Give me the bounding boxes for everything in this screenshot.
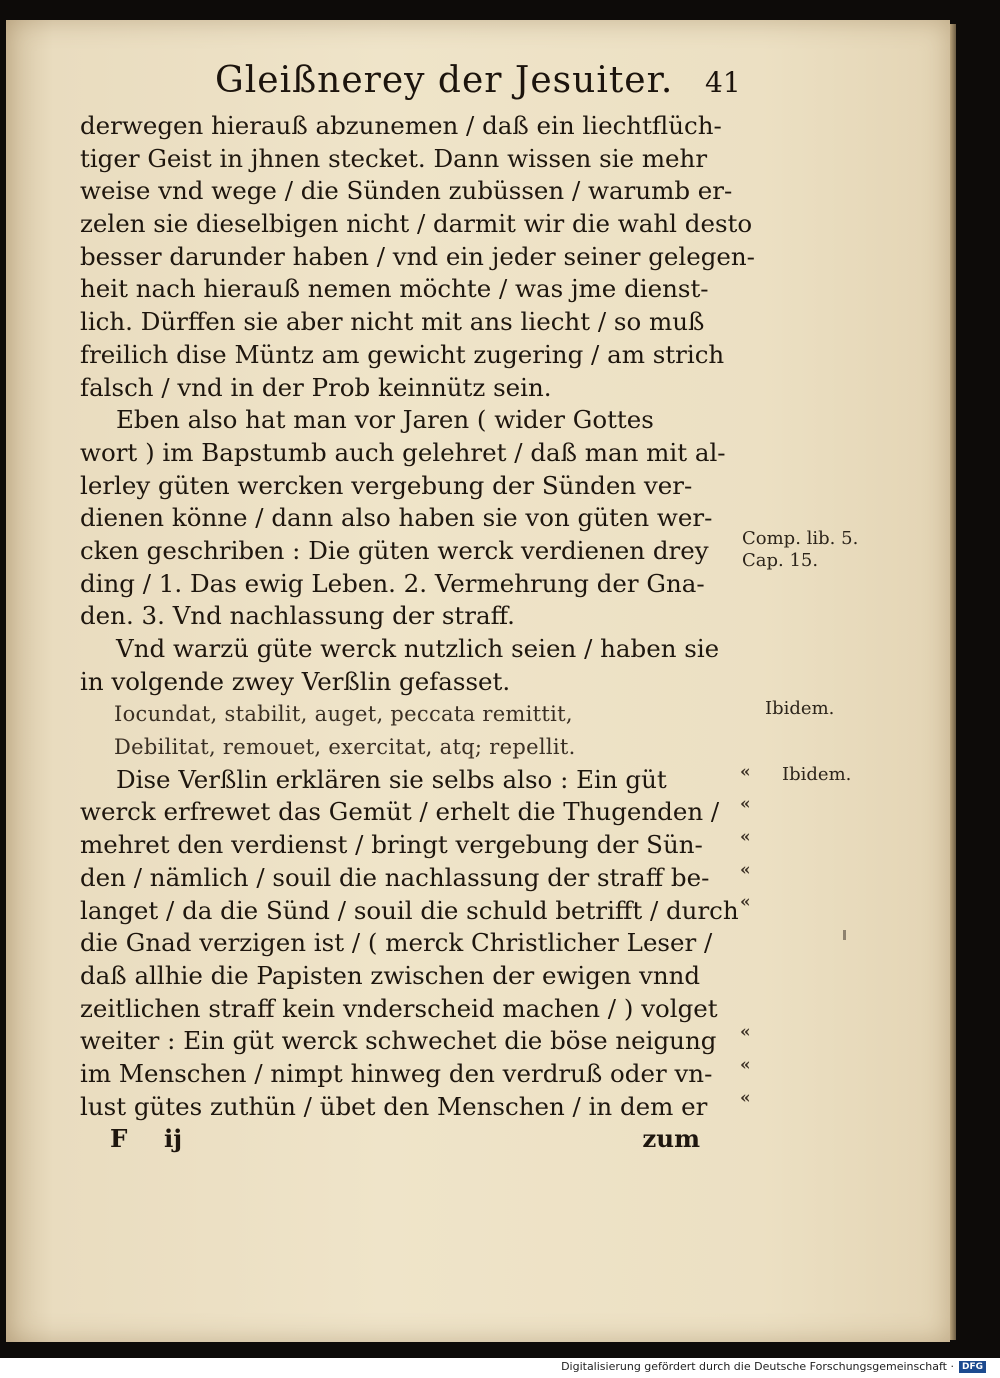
text-line: lerley güten wercken vergebung der Sünden ver- (80, 470, 693, 500)
margin-note-ibidem: Ibidem. (765, 698, 835, 719)
text-line: Vnd warzü güte werck nutzlich seien / haben sie (116, 634, 720, 663)
ink-mark (843, 930, 846, 940)
text-line: den. 3. Vnd nachlassung der straff. (80, 601, 515, 631)
text-line: zeitlichen straff kein vnderscheid machen / ) volget (80, 993, 718, 1023)
margin-note-reference (742, 528, 858, 572)
latin-verse-line: Debilitat, remouet, exercitat, atq; repellit. (114, 735, 576, 760)
text-line: lust gütes zuthün / übet den Menschen / in dem er (80, 1091, 708, 1121)
signature-line (80, 1123, 700, 1156)
body-text (80, 110, 755, 1156)
catchword: zum (642, 1124, 700, 1154)
text-line: falsch / vnd in der Prob keinnütz sein. (80, 372, 552, 402)
dfg-logo: DFG (959, 1361, 986, 1373)
text-line: in volgende zwey Verßlin gefasset. (80, 666, 511, 696)
credit-text: Digitalisierung gefördert durch die Deutsche Forschungsgemeinschaft · (561, 1360, 954, 1373)
quote-mark: « (740, 827, 751, 847)
footer-credit (561, 1360, 986, 1373)
text-line: den / nämlich / souil die nachlassung der straff be- (80, 862, 710, 892)
text-line: weise vnd wege / die Sünden zubüssen / warumb er- (80, 176, 733, 206)
latin-verse-line: Iocundat, stabilit, auget, peccata remittit, (114, 702, 573, 727)
text-line: werck erfrewet das Gemüt / erhelt die Thugenden / (80, 797, 720, 827)
text-line: dienen könne / dann also haben sie von güten wer- (80, 503, 713, 533)
margin-note-ibidem: Ibidem. (782, 764, 852, 785)
quote-mark: « (740, 1088, 751, 1108)
quote-mark: « (740, 1055, 751, 1075)
page-number: 41 (705, 66, 741, 99)
page-edge (950, 24, 956, 1340)
text-line: tiger Geist in jhnen stecket. Dann wissen sie mehr (80, 143, 708, 173)
text-line: wort ) im Bapstumb auch gelehret / daß man mit al- (80, 437, 726, 467)
text-line: zelen sie dieselbigen nicht / darmit wir die wahl desto (80, 209, 753, 239)
text-line: die Gnad verzigen ist / ( merck Christlicher Leser / (80, 928, 713, 958)
text-line: weiter : Ein güt werck schwechet die böse neigung (80, 1026, 717, 1056)
text-line: freilich dise Müntz am gewicht zugering / am strich (80, 339, 725, 369)
text-line: Dise Verßlin erklären sie selbs also : Ein güt (116, 764, 667, 794)
text-line: langet / da die Sünd / souil die schuld betrifft / durch (80, 895, 739, 925)
signature-mark (110, 1123, 182, 1156)
signature-letter: F (110, 1124, 128, 1154)
quote-mark: « (740, 1022, 751, 1042)
text-line: besser darunder haben / vnd ein jeder seiner gelegen- (80, 241, 755, 271)
signature-number: ij (163, 1124, 183, 1154)
text-line: daß allhie die Papisten zwischen der ewigen vnnd (80, 960, 701, 990)
text-line: derwegen hierauß abzunemen / daß ein liechtflüch- (80, 111, 722, 140)
text-line: lich. Dürffen sie aber nicht mit ans liecht / so muß (80, 307, 705, 337)
text-line: cken geschriben : Die güten werck verdienen drey (80, 535, 709, 565)
quote-mark: « (740, 860, 751, 880)
text-line: mehret den verdienst / bringt vergebung der Sün- (80, 830, 703, 860)
margin-note-line: Comp. lib. 5. (742, 528, 859, 549)
text-line: im Menschen / nimpt hinweg den verdruß oder vn- (80, 1058, 713, 1088)
quote-mark: « (740, 794, 751, 814)
running-head: Gleißnerey der Jesuiter. (215, 60, 674, 101)
quote-mark: « (740, 892, 751, 912)
text-line: ding / 1. Das ewig Leben. 2. Vermehrung der Gna- (80, 568, 705, 598)
text-line: heit nach hierauß nemen möchte / was jme dienst- (80, 274, 709, 304)
margin-note-line: Cap. 15. (742, 550, 819, 571)
text-line: Eben also hat man vor Jaren ( wider Gottes (116, 405, 654, 435)
quote-mark: « (740, 762, 751, 782)
